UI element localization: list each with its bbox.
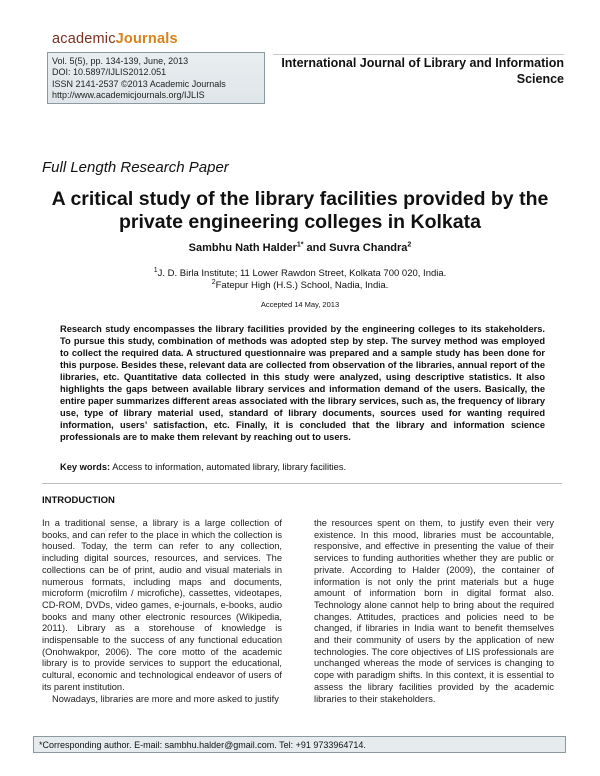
accepted-date: Accepted 14 May, 2013: [260, 300, 340, 309]
affiliation-2-marker: 2: [211, 278, 216, 286]
body-paragraph: In a traditional sense, a library is a large collection of books, and can refer to the place in which the collection is housed. Today, the term can refer to any collection, including digital sources, resources, and services. The collections can be of print, audio and visual materials in numerous formats, including maps and documents, microform (microfilm / microfiche), cassettes, videotapes, CD-ROM, DVDs, video games, e-journals, e-books, audio books and many other electronic resources (Wikipedia, 2011). Library as a storehouse of knowledge is indispensable to the success of any functional education (Onohwakpor, 2006). The core motto of the academic library is to provide services to support the educational, cultural, economic and technological endeavor of users of its parent institution.: [42, 518, 282, 692]
keywords: [60, 462, 545, 472]
meta-doi: DOI: 10.5897/IJLIS2012.051: [52, 67, 167, 78]
author-1: Sambhu Nath Halder: [188, 242, 297, 254]
affiliation-1: [40, 268, 560, 279]
author-line: [40, 242, 560, 254]
author-2: Suvra Chandra: [329, 242, 408, 254]
body-paragraph: Nowadays, libraries are more and more asked to justify: [52, 693, 279, 704]
author-conjunction: and: [303, 242, 330, 254]
body-paragraph: the resources spent on them, to justify even their very existence. In this mood, libraries must be accountable, responsive, and effective in presenting the value of their services to funding authorities whether they are public or private. According to Halder (2009), the container of information is not only the print materials but a huge amount of information born in digital format also. Technology alone cannot help to bring about the required changes. Attitudes, practices and policies need to be changed, if libraries in India want to benefit themselves and their community of users by the application of new technologies. The core objectives of LIS professionals are unchanged whereas the mode of services is changing to cope with paradigm shifts. In this context, it is essential to assess the library facilities provided by the academic libraries to their stakeholders.: [314, 518, 554, 704]
affiliation-1-marker: 1: [153, 266, 158, 274]
affiliation-2-text: Fatepur High (H.S.) School, Nadia, India.: [215, 280, 389, 291]
paper-type: Full Length Research Paper: [42, 159, 229, 176]
keywords-label: Key words:: [60, 462, 111, 472]
divider: [42, 483, 562, 484]
meta-issn: ISSN 2141-2537 ©2013 Academic Journals: [52, 78, 226, 89]
affiliation-1-text: J. D. Birla Institute; 11 Lower Rawdon Street, Kolkata 700 020, India.: [157, 268, 447, 279]
abstract: Research study encompasses the library facilities provided by the engineering colleges to its stakeholders. To pursue this study, combination of methods was adopted step by step. The survey method was employed to collect the required data. A structured questionnaire was prepared and a sample study has been done for this purpose. Besides these, relevant data are collected from observation of the libraries, annual report of the libraries, etc. Quantitative data collected in this study were analyzed, using descriptive statistics. It also highlights the gaps between available library services and information demand of the users. Basically, the entire paper summarizes different areas associated with the library services, such as, the frequency of library use, type of library material used, standard of library documents, sources used for wanting required information, users’ satisfaction, etc. Finally, it is concluded that the library and information science professionals are to make them relevant by reaching out to users.: [60, 324, 545, 442]
keywords-text: Access to information, automated library, library facilities.: [110, 462, 347, 472]
publisher-logo: [52, 31, 178, 47]
journal-meta-box: [47, 52, 265, 104]
body-column-right: [314, 518, 554, 705]
logo-text-academic: academic: [52, 31, 116, 47]
paper-title: A critical study of the library facilities provided by the private engineering colleges in Kolkata: [51, 188, 549, 233]
logo-text-journals: Journals: [115, 31, 178, 47]
corresponding-author-footnote: *Corresponding author. E-mail: sambhu.halder@gmail.com. Tel: +91 9733964714.: [33, 736, 566, 753]
journal-name-line1: International Journal of Library and Information: [281, 56, 564, 70]
meta-url[interactable]: http://www.academicjournals.org/IJLIS: [52, 90, 205, 101]
journal-name: [273, 54, 564, 107]
meta-volume: Vol. 5(5), pp. 134-139, June, 2013: [52, 56, 189, 66]
body-column-left: [42, 518, 282, 705]
author-2-marker: 2: [407, 241, 412, 249]
author-1-marker: 1*: [296, 241, 304, 249]
journal-name-line2: Science: [516, 72, 564, 86]
affiliation-2: [40, 280, 560, 291]
section-heading: INTRODUCTION: [42, 495, 115, 506]
